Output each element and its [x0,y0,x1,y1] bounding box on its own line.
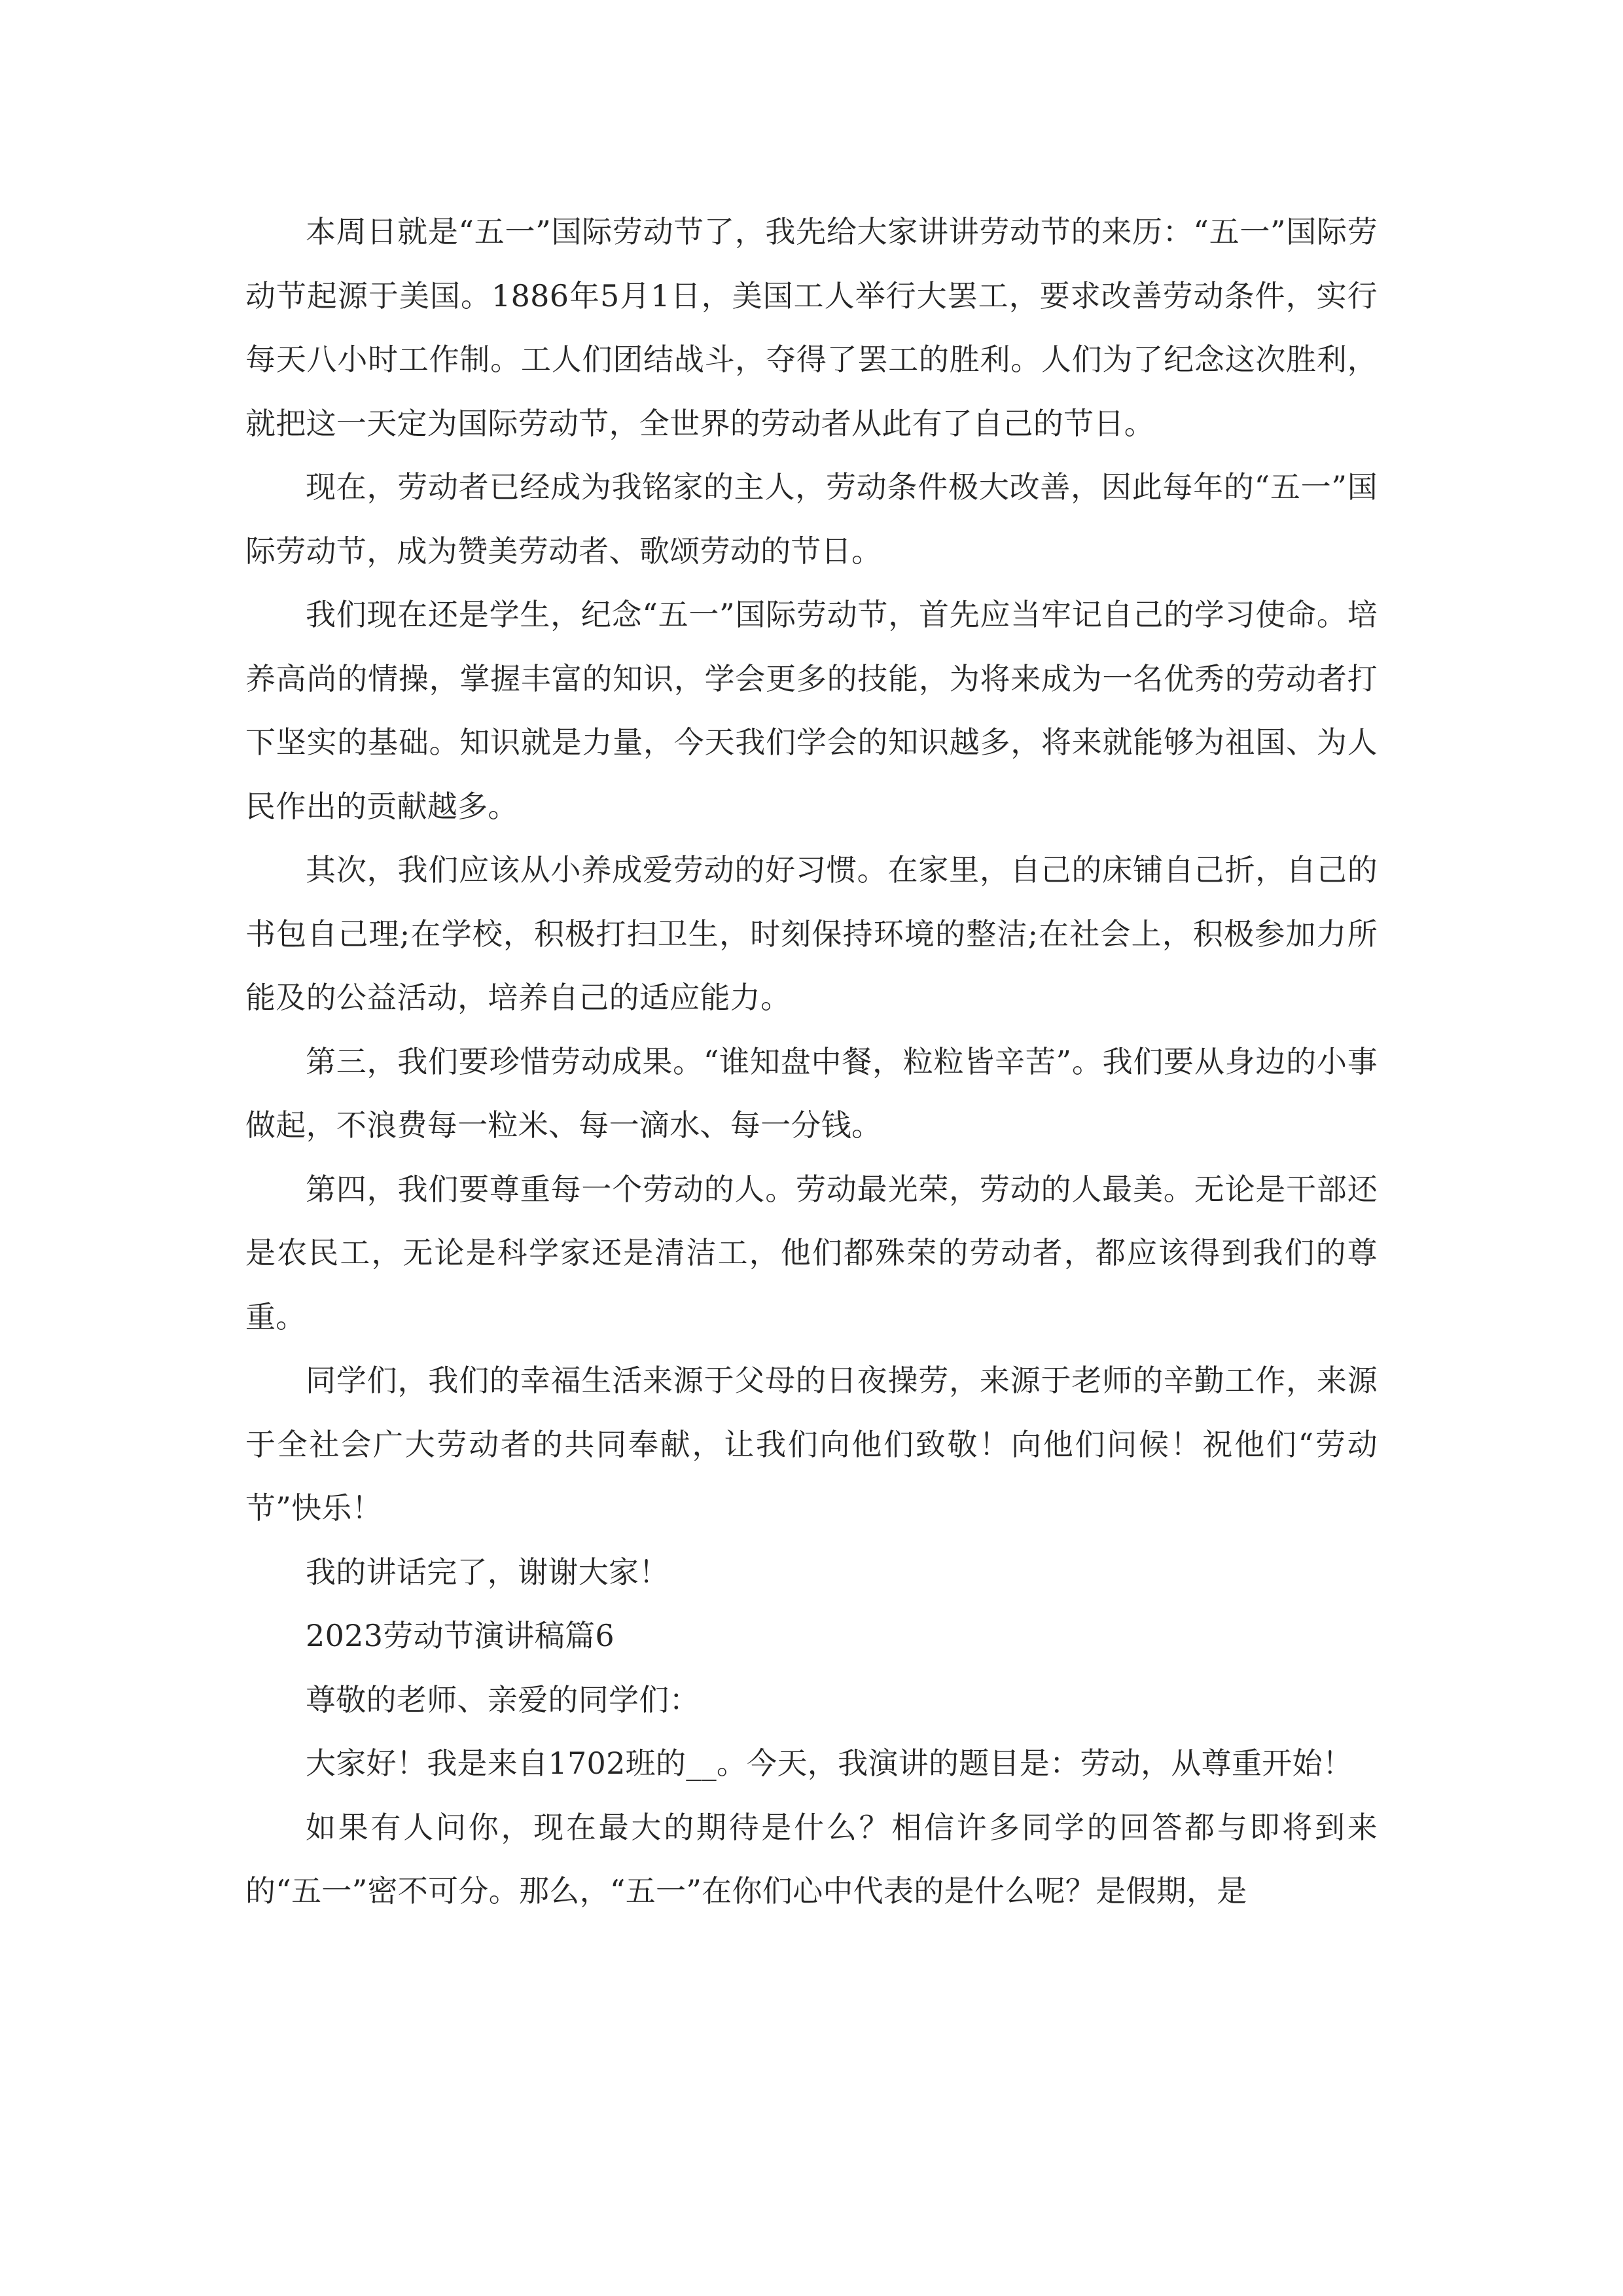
document-body [245,200,1378,1924]
paragraph-respect-workers: 第四，我们要尊重每一个劳动的人。劳动最光荣，劳动的人最美。无论是干部还是农民工，无论是科学家还是清洁工，他们都殊荣的劳动者，都应该得到我们的尊重。 [245,1171,1378,1335]
paragraph-labor-day-origin: 本周日就是“五一”国际劳动节了，我先给大家讲讲劳动节的来历：“五一”国际劳动节起源于美国。1886年5月1日，美国工人举行大罢工，要求改善劳动条件，实行每天八小时工作制。工人们团结战斗，夺得了罢工的胜利。人们为了纪念这次胜利，就把这一天定为国际劳动节，全世界的劳动者从此有了自己的节日。 [245,214,1378,441]
paragraph-workers-masters: 现在，劳动者已经成为我铭家的主人，劳动条件极大改善，因此每年的“五一”国际劳动节，成为赞美劳动者、歌颂劳动的节日。 [245,469,1378,569]
paragraph-salutation: 尊敬的老师、亲爱的同学们： [306,1681,700,1717]
paragraph-greeting: 大家好！我是来自1702班的__。今天，我演讲的题目是：劳动，从尊重开始！ [306,1746,1353,1781]
section-heading: 2023劳动节演讲稿篇6 [306,1618,615,1653]
paragraph-speech-closing: 我的讲话完了，谢谢大家！ [306,1554,669,1590]
paragraph-student-mission: 我们现在还是学生，纪念“五一”国际劳动节，首先应当牢记自己的学习使命。培养高尚的情操，掌握丰富的知识，学会更多的技能，为将来成为一名优秀的劳动者打下坚实的基础。知识就是力量，今天我们学会的知识越多，将来就能够为祖国、为人民作出的贡献越多。 [245,597,1378,824]
paragraph-cherish-results: 第三，我们要珍惜劳动成果。“谁知盘中餐，粒粒皆辛苦”。我们要从身边的小事做起，不浪费每一粒米、每一滴水、每一分钱。 [245,1043,1378,1143]
paragraph-question: 如果有人问你，现在最大的期待是什么？相信许多同学的回答都与即将到来的“五一”密不可分。那么，“五一”在你们心中代表的是什么呢？是假期，是 [245,1809,1378,1909]
paragraph-love-labor-habits: 其次，我们应该从小养成爱劳动的好习惯。在家里，自己的床铺自己折，自己的书包自己理;在学校，积极打扫卫生，时刻保持环境的整洁;在社会上，积极参加力所能及的公益活动，培养自己的适应能力。 [245,852,1378,1015]
paragraph-salute-workers: 同学们，我们的幸福生活来源于父母的日夜操劳，来源于老师的辛勤工作，来源于全社会广大劳动者的共同奉献，让我们向他们致敬！向他们问候！祝他们“劳动节”快乐！ [245,1363,1378,1526]
